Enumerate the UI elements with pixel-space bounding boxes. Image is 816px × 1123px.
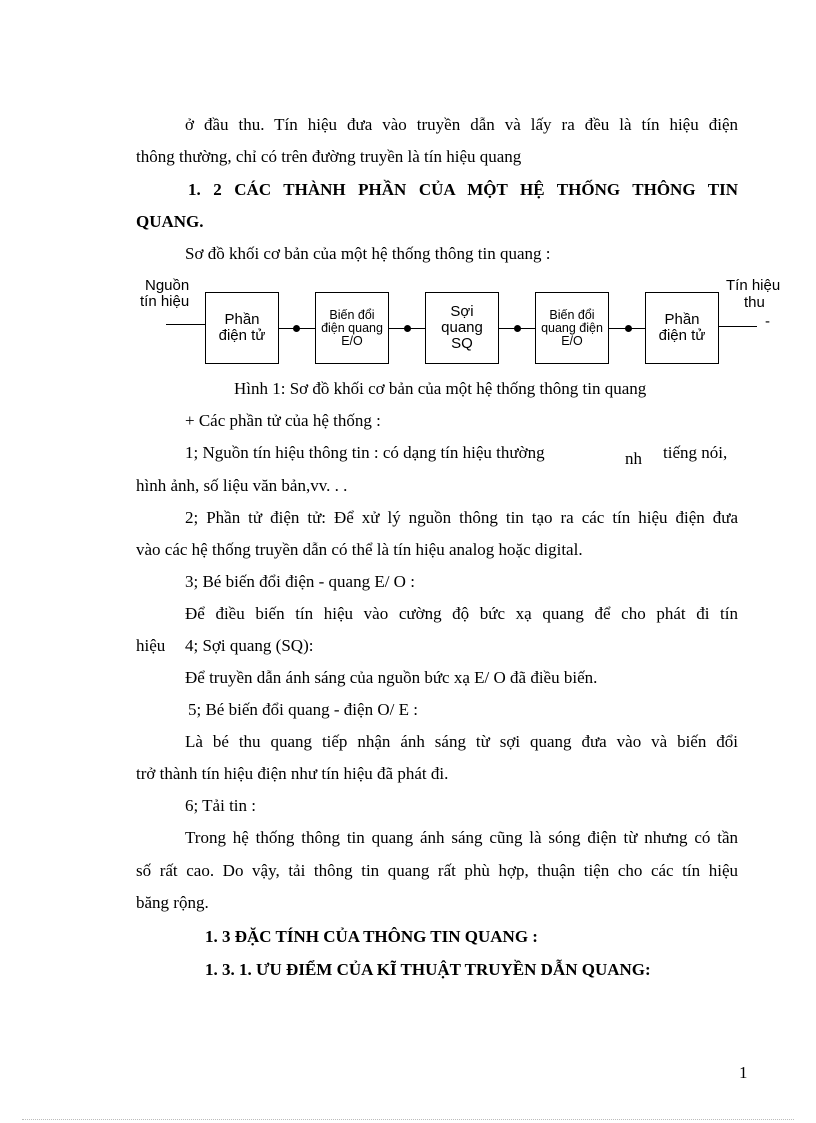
block-label: Biến đổi quang điện E/O (541, 307, 603, 348)
item-title: 3; Bé biến đổi điện - quang E/ O : (185, 572, 415, 591)
section-heading: 1. 2 CÁC THÀNH PHẦN CỦA MỘT HỆ THỐNG THÔNG TIN (188, 180, 738, 199)
junction-dot (293, 325, 300, 332)
input-wire (166, 324, 206, 325)
page-number: 1 (739, 1063, 748, 1082)
block-label: Phần điện tử (658, 311, 706, 344)
electronic-block (645, 292, 719, 364)
paragraph-line: số rất cao. Do vậy, tải thông tin quang rất phù hợp, thuận tiện cho các tín hiệu (136, 861, 738, 880)
paragraph-line: Trong hệ thống thông tin quang ánh sáng cũng là sóng điện từ nhưng có tần (185, 828, 738, 847)
junction-dot (625, 325, 632, 332)
junction-dot (514, 325, 521, 332)
eo-converter-block (315, 292, 389, 364)
paragraph-line: tiếng nói, (663, 443, 728, 462)
electronic-block (205, 292, 279, 364)
figure-caption: Hình 1: Sơ đồ khối cơ bản của một hệ thống thông tin quang (234, 379, 647, 398)
item-title: 4; Sợi quang (SQ): (185, 636, 314, 655)
input-label: Nguồn (145, 277, 190, 294)
inline-fragment: nh (625, 449, 642, 468)
junction-dot (404, 325, 411, 332)
block-label: Biến đổi điện quang E/O (321, 307, 383, 348)
section-heading-continued: QUANG. (136, 212, 204, 231)
paragraph-line: hình ảnh, số liệu văn bản,vv. . . (136, 476, 348, 495)
output-dash: - (765, 313, 770, 330)
paragraph-line: Để điều biến tín hiệu vào cường độ bức xạ quang để cho phát đi tín (185, 604, 738, 623)
output-label: Tín hiệu (726, 277, 781, 294)
optical-fiber-block (425, 292, 499, 364)
paragraph-line: 1; Nguồn tín hiệu thông tin : có dạng tín hiệu thường (185, 443, 545, 462)
footer-divider (22, 1119, 794, 1120)
section-heading: 1. 3 ĐẶC TÍNH CỦA THÔNG TIN QUANG : (205, 927, 538, 946)
paragraph-line: thông thường, chỉ có trên đường truyền là tín hiệu quang (136, 147, 522, 166)
block-label: Phần điện tử (218, 311, 266, 344)
subsection-heading: 1. 3. 1. ƯU ĐIỂM CỦA KĨ THUẬT TRUYỀN DẪN QUANG: (205, 960, 651, 979)
paragraph-line: + Các phần tử của hệ thống : (185, 411, 381, 430)
input-label: tín hiệu (140, 293, 190, 310)
oe-converter-block (535, 292, 609, 364)
paragraph-line: vào các hệ thống truyền dẫn có thể là tín hiệu analog hoặc digital. (136, 540, 583, 559)
paragraph-line: 2; Phần tử điện tử: Để xử lý nguồn thông tin tạo ra các tín hiệu điện đưa (185, 508, 738, 527)
block-label: Sợi quang SQ (441, 303, 483, 352)
paragraph-line: trở thành tín hiệu điện như tín hiệu đã phát đi. (136, 764, 449, 783)
item-title: 5; Bé biến đổi quang - điện O/ E : (188, 700, 418, 719)
paragraph-line: băng rộng. (136, 893, 209, 912)
item-title: 6; Tải tin : (185, 796, 256, 815)
output-wire (719, 326, 757, 327)
paragraph-line: hiệu (136, 636, 166, 655)
paragraph-line: Sơ đồ khối cơ bản của một hệ thống thông tin quang : (185, 244, 551, 263)
output-label: thu (744, 294, 765, 311)
paragraph-line: ở đầu thu. Tín hiệu đưa vào truyền dẫn và lấy ra đều là tín hiệu điện (185, 115, 738, 134)
paragraph-line: Để truyền dẫn ánh sáng của nguồn bức xạ E/ O đã điều biến. (185, 668, 598, 687)
paragraph-line: Là bé thu quang tiếp nhận ánh sáng từ sợi quang đưa vào và biến đổi (185, 732, 738, 751)
